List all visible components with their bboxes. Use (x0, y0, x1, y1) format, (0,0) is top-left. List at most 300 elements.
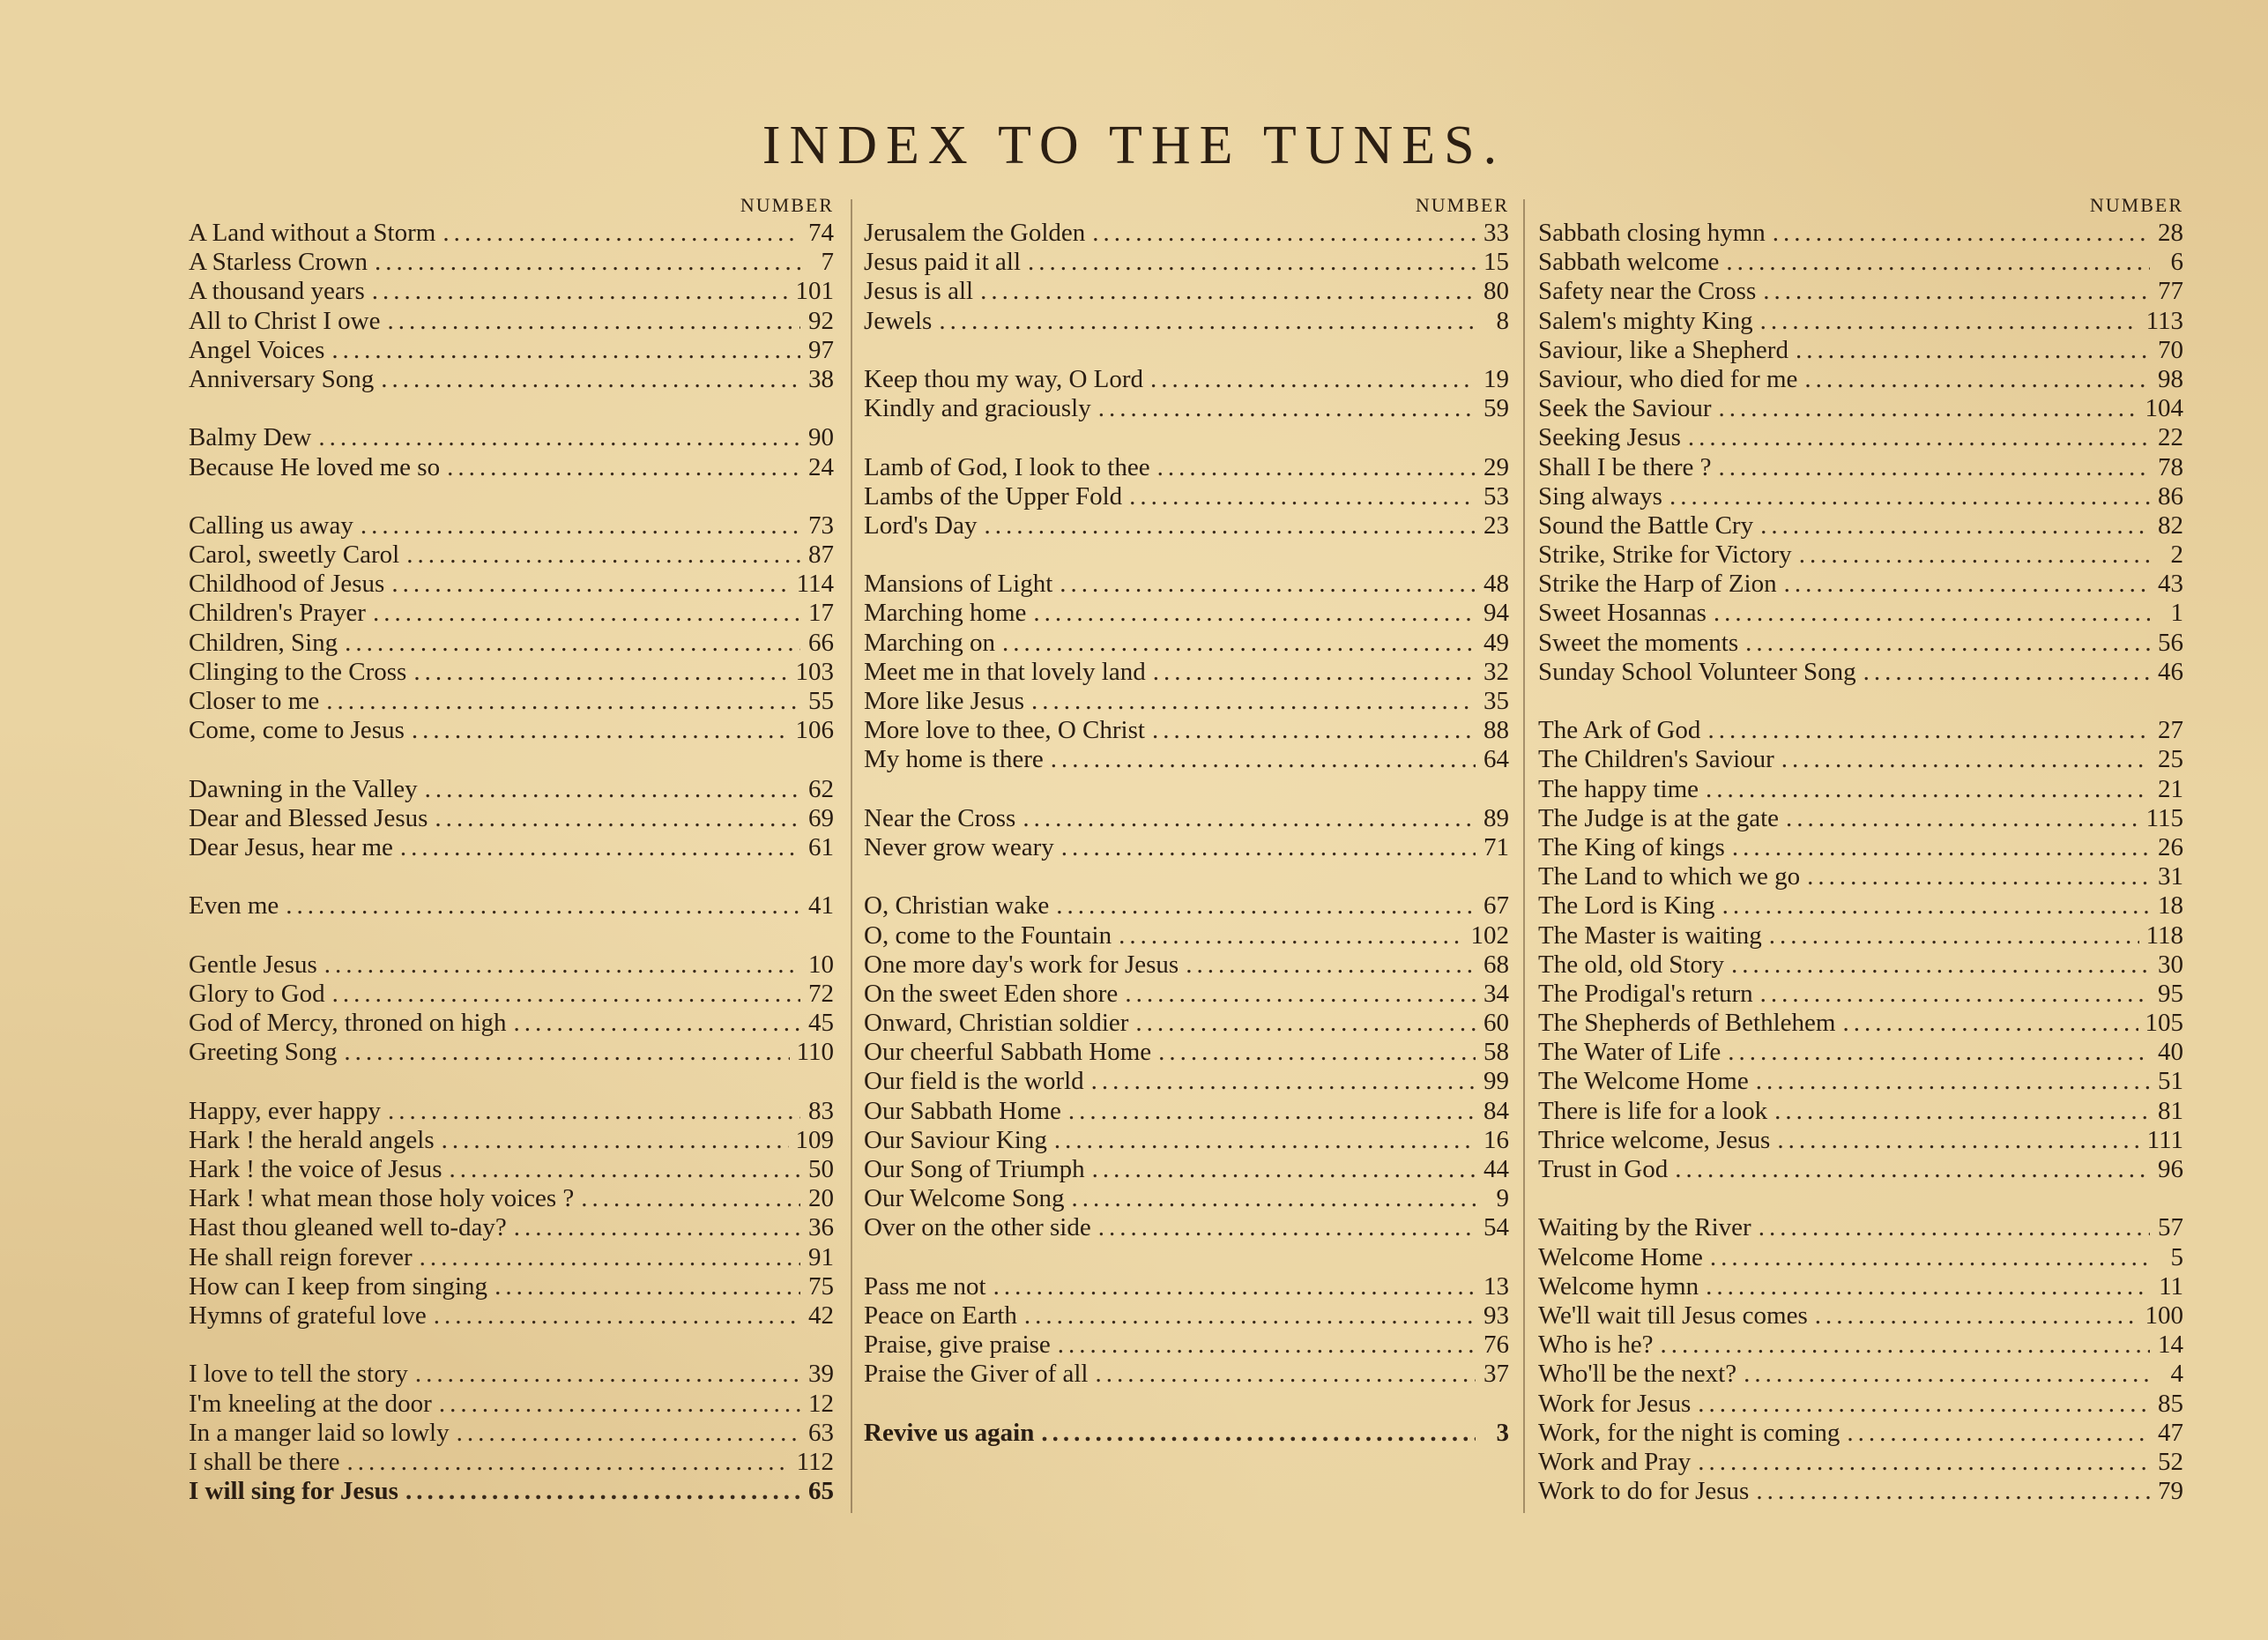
group-spacer (864, 775, 1509, 804)
tune-entry (189, 1243, 834, 1272)
tune-title: Balmy Dew (189, 423, 312, 452)
dot-leader (1058, 1331, 1476, 1360)
tune-number: 66 (808, 628, 834, 657)
tune-number: 38 (808, 364, 834, 393)
tune-number: 69 (808, 803, 834, 832)
dot-leader (412, 716, 789, 745)
tune-number: 105 (2145, 1009, 2183, 1038)
dot-leader (1799, 540, 2150, 570)
tune-title: The King of kings (1538, 832, 1725, 861)
dot-leader (1028, 248, 1476, 277)
dot-leader (1054, 1126, 1476, 1155)
tune-number: 99 (1483, 1067, 1509, 1096)
dot-leader (1707, 716, 2150, 745)
tune-title: God of Mercy, throned on high (189, 1009, 507, 1038)
tune-entry (189, 687, 834, 716)
tune-entry (1538, 862, 2183, 891)
tune-number: 100 (2145, 1301, 2183, 1330)
dot-leader (372, 277, 789, 306)
group-spacer (189, 1331, 834, 1360)
tune-number: 28 (2158, 219, 2183, 247)
tune-number: 43 (2158, 570, 2183, 599)
tune-entry (189, 336, 834, 365)
tune-title: Hast thou gleaned well to-day? (189, 1213, 507, 1242)
dot-leader (439, 1390, 800, 1419)
dot-leader (1763, 277, 2150, 306)
tune-number: 23 (1483, 511, 1509, 540)
tune-entry (1538, 219, 2183, 248)
tune-entry (864, 365, 1509, 394)
tune-title: Kindly and graciously (864, 394, 1091, 423)
tune-number: 50 (808, 1155, 834, 1183)
tune-number: 91 (808, 1242, 834, 1271)
dot-leader (375, 248, 800, 277)
tune-entry (864, 248, 1509, 277)
tune-title: Sweet Hosannas (1538, 599, 1707, 628)
entry-list (1538, 219, 2183, 1506)
tune-title: Lamb of God, I look to thee (864, 452, 1150, 481)
tune-number: 56 (2158, 628, 2183, 657)
dot-leader (1698, 1390, 2150, 1419)
tune-number: 115 (2145, 803, 2183, 832)
dot-leader (1150, 365, 1476, 394)
tune-number: 12 (808, 1389, 834, 1418)
tune-entry (1538, 1155, 2183, 1184)
tune-number: 74 (808, 219, 834, 247)
tune-entry (189, 307, 834, 336)
tune-entry (1538, 1477, 2183, 1506)
tune-entry (864, 1097, 1509, 1126)
dot-leader (1186, 950, 1476, 980)
tune-title: Welcome Home (1538, 1242, 1703, 1271)
tune-title: Our Welcome Song (864, 1184, 1065, 1213)
tune-number: 93 (1483, 1301, 1509, 1330)
tune-entry (1538, 891, 2183, 921)
tune-title: Saviour, like a Shepherd (1538, 335, 1788, 364)
tune-number: 25 (2158, 745, 2183, 774)
tune-number: 110 (796, 1038, 834, 1067)
tune-number: 53 (1483, 481, 1509, 511)
tune-title: The Master is waiting (1538, 921, 1762, 950)
tune-title: I love to tell the story (189, 1360, 408, 1389)
tune-entry (189, 833, 834, 862)
tune-title: The Children's Saviour (1538, 745, 1774, 774)
tune-title: Revive us again (864, 1418, 1035, 1447)
tune-number: 10 (808, 950, 834, 979)
tune-number: 33 (1483, 219, 1509, 247)
dot-leader (1710, 1243, 2150, 1272)
tune-number: 22 (2158, 423, 2183, 452)
tune-number: 48 (1483, 570, 1509, 599)
tune-number: 2 (2170, 540, 2183, 570)
tune-number: 92 (808, 306, 834, 335)
tune-title: Lambs of the Upper Fold (864, 481, 1123, 511)
tune-number: 63 (808, 1418, 834, 1447)
tune-title: Meet me in that lovely land (864, 657, 1146, 686)
tune-number: 39 (808, 1360, 834, 1389)
tune-number: 18 (2158, 891, 2183, 921)
tune-entry (1538, 599, 2183, 628)
group-spacer (189, 394, 834, 423)
tune-title: Marching home (864, 599, 1027, 628)
tune-entry (1538, 248, 2183, 277)
dot-leader (1732, 833, 2150, 862)
dot-leader (344, 1038, 789, 1067)
tune-title: Our Song of Triumph (864, 1155, 1085, 1183)
dot-leader (425, 775, 800, 804)
tune-title: We'll wait till Jesus comes (1538, 1301, 1808, 1330)
tune-number: 114 (796, 570, 834, 599)
tune-entry (189, 277, 834, 306)
tune-entry (864, 1360, 1509, 1389)
tune-number: 70 (2158, 335, 2183, 364)
tune-number: 113 (2145, 306, 2183, 335)
tune-title: Hark ! the herald angels (189, 1125, 435, 1154)
tune-number: 77 (2158, 277, 2183, 306)
tune-title: Over on the other side (864, 1213, 1091, 1242)
tune-title: Our Saviour King (864, 1125, 1047, 1154)
tune-entry (189, 804, 834, 833)
tune-title: Jesus paid it all (864, 248, 1022, 277)
tune-number: 42 (808, 1301, 834, 1330)
dot-leader (406, 540, 800, 570)
dot-leader (1002, 629, 1476, 658)
tune-number: 16 (1483, 1125, 1509, 1154)
dot-leader (450, 1155, 801, 1184)
tune-number: 57 (2158, 1213, 2183, 1242)
tune-number: 1 (2170, 599, 2183, 628)
tune-entry (189, 570, 834, 599)
tune-title: Near the Cross (864, 803, 1016, 832)
tune-title: A thousand years (189, 277, 365, 306)
tune-number: 64 (1483, 745, 1509, 774)
tune-entry (1538, 1126, 2183, 1155)
tune-number: 13 (1483, 1271, 1509, 1301)
dot-leader (1773, 219, 2150, 248)
tune-number: 62 (808, 774, 834, 803)
tune-number: 54 (1483, 1213, 1509, 1242)
tune-title: Peace on Earth (864, 1301, 1017, 1330)
tune-title: Praise, give praise (864, 1331, 1051, 1360)
tune-title: Sound the Battle Cry (1538, 511, 1754, 540)
tune-number: 6 (2170, 248, 2183, 277)
tune-title: Hark ! the voice of Jesus (189, 1155, 442, 1183)
tune-title: Happy, ever happy (189, 1096, 381, 1125)
tune-entry (1538, 716, 2183, 745)
tune-entry (864, 1213, 1509, 1242)
dot-leader (1744, 1360, 2150, 1389)
tune-number: 111 (2146, 1125, 2183, 1154)
tune-number: 85 (2158, 1389, 2183, 1418)
tune-entry (189, 1213, 834, 1242)
tune-entry (1538, 423, 2183, 452)
tune-number: 59 (1483, 394, 1509, 423)
tune-number: 11 (2159, 1271, 2183, 1301)
dot-leader (1135, 1009, 1476, 1038)
tune-number: 102 (1470, 921, 1509, 950)
tune-title: One more day's work for Jesus (864, 950, 1179, 979)
tune-title: Dawning in the Valley (189, 774, 418, 803)
tune-title: O, Christian wake (864, 891, 1050, 921)
tune-title: Who'll be the next? (1538, 1360, 1737, 1389)
tune-entry (189, 1126, 834, 1155)
tune-number: 26 (2158, 832, 2183, 861)
dot-leader (1769, 921, 2139, 950)
tune-entry (189, 248, 834, 277)
dot-leader (1060, 570, 1476, 599)
tune-entry (864, 1301, 1509, 1331)
dot-leader (1675, 1155, 2150, 1184)
dot-leader (1756, 1067, 2150, 1096)
dot-leader (1807, 862, 2150, 891)
tune-number: 4 (2170, 1360, 2183, 1389)
tune-entry (864, 482, 1509, 511)
tune-entry (189, 453, 834, 482)
tune-entry (1538, 307, 2183, 336)
tune-title: A Starless Crown (189, 248, 368, 277)
tune-number: 45 (808, 1009, 834, 1038)
tune-entry (189, 1448, 834, 1477)
tune-number: 98 (2158, 364, 2183, 393)
tune-entry (864, 453, 1509, 482)
column-divider (851, 199, 852, 1513)
tune-number: 67 (1483, 891, 1509, 921)
tune-title: Angel Voices (189, 335, 325, 364)
dot-leader (331, 336, 800, 365)
tune-number: 24 (808, 452, 834, 481)
dot-leader (405, 1477, 800, 1506)
tune-title: He shall reign forever (189, 1242, 413, 1271)
tune-title: All to Christ I owe (189, 306, 381, 335)
tune-title: Work for Jesus (1538, 1389, 1692, 1418)
dot-leader (1033, 599, 1476, 628)
group-spacer (189, 921, 834, 950)
dot-leader (332, 980, 800, 1009)
tune-title: Shall I be there ? (1538, 452, 1712, 481)
tune-entry (1538, 921, 2183, 950)
tune-number: 9 (1496, 1184, 1509, 1213)
tune-title: More love to thee, O Christ (864, 716, 1145, 745)
tune-title: In a manger laid so lowly (189, 1418, 450, 1447)
tune-title: Pass me not (864, 1271, 986, 1301)
tune-number: 75 (808, 1271, 834, 1301)
tune-number: 112 (796, 1447, 834, 1476)
dot-leader (1152, 716, 1476, 745)
tune-title: Sweet the moments (1538, 628, 1739, 657)
dot-leader (1774, 1097, 2150, 1126)
group-spacer (1538, 1184, 2183, 1213)
tune-entry (864, 1067, 1509, 1096)
tune-title: The Land to which we go (1538, 862, 1801, 891)
tune-entry (1538, 570, 2183, 599)
tune-number: 58 (1483, 1038, 1509, 1067)
group-spacer (189, 862, 834, 891)
dot-leader (1068, 1097, 1476, 1126)
tune-entry (864, 804, 1509, 833)
tune-number: 94 (1483, 599, 1509, 628)
tune-entry (864, 1272, 1509, 1301)
dot-leader (1722, 891, 2150, 921)
tune-title: Praise the Giver of all (864, 1360, 1089, 1389)
tune-title: Clinging to the Cross (189, 657, 407, 686)
dot-leader (381, 365, 800, 394)
tune-title: Strike the Harp of Zion (1538, 570, 1777, 599)
tune-entry (864, 891, 1509, 921)
tune-title: Seeking Jesus (1538, 423, 1681, 452)
tune-entry (864, 219, 1509, 248)
tune-number: 81 (2158, 1096, 2183, 1125)
dot-leader (1728, 1038, 2150, 1067)
dot-leader (345, 629, 800, 658)
index-column-3 (1538, 194, 2183, 1506)
tune-entry (1538, 1213, 2183, 1242)
tune-title: The Ark of God (1538, 716, 1701, 745)
tune-entry (1538, 804, 2183, 833)
dot-leader (1091, 1067, 1476, 1096)
tune-title: Never grow weary (864, 832, 1054, 861)
tune-entry (1538, 1272, 2183, 1301)
tune-number: 30 (2158, 950, 2183, 979)
dot-leader (415, 1360, 800, 1389)
tune-entry (189, 629, 834, 658)
tune-entry (189, 658, 834, 687)
tune-title: Salem's mighty King (1538, 306, 1753, 335)
dot-leader (413, 658, 788, 687)
tune-entry (189, 1301, 834, 1331)
tune-number: 109 (795, 1125, 834, 1154)
tune-entry (1538, 1067, 2183, 1096)
tune-number: 88 (1483, 716, 1509, 745)
dot-leader (1095, 1360, 1476, 1389)
tune-number: 96 (2158, 1155, 2183, 1183)
dot-leader (1718, 453, 2150, 482)
dot-leader (388, 307, 801, 336)
dot-leader (1706, 1272, 2150, 1301)
dot-leader (442, 1126, 789, 1155)
dot-leader (400, 833, 800, 862)
tune-number: 86 (2158, 481, 2183, 511)
tune-number: 76 (1483, 1331, 1509, 1360)
tune-title: The Lord is King (1538, 891, 1715, 921)
dot-leader (447, 453, 800, 482)
dot-leader (347, 1448, 790, 1477)
dot-leader (984, 511, 1476, 540)
dot-leader (581, 1184, 800, 1213)
tune-title: Jewels (864, 306, 933, 335)
tune-number: 82 (2158, 511, 2183, 540)
tune-number: 83 (808, 1096, 834, 1125)
tune-entry (864, 921, 1509, 950)
tune-entry (1538, 482, 2183, 511)
number-column-header: NUMBER (740, 194, 834, 216)
tune-entry (864, 687, 1509, 716)
dot-leader (1760, 980, 2150, 1009)
tune-title: Sabbath closing hymn (1538, 219, 1766, 247)
dot-leader (1024, 1301, 1476, 1331)
tune-entry (864, 394, 1509, 423)
tune-title: Who is he? (1538, 1331, 1654, 1360)
tune-entry (189, 950, 834, 980)
tune-number: 19 (1483, 364, 1509, 393)
tune-title: Onward, Christian soldier (864, 1009, 1129, 1038)
tune-title: Children's Prayer (189, 599, 366, 628)
tune-title: I shall be there (189, 1447, 340, 1476)
tune-title: Come, come to Jesus (189, 716, 405, 745)
tune-entry (1538, 453, 2183, 482)
tune-entry (864, 1184, 1509, 1213)
tune-entry (1538, 336, 2183, 365)
dot-leader (1759, 1213, 2150, 1242)
tune-title: I'm kneeling at the door (189, 1389, 432, 1418)
group-spacer (864, 336, 1509, 365)
tune-title: Jerusalem the Golden (864, 219, 1086, 247)
tune-entry (189, 1419, 834, 1448)
tune-title: Keep thou my way, O Lord (864, 364, 1144, 393)
dot-leader (391, 570, 789, 599)
tune-number: 90 (808, 423, 834, 452)
number-column-header: NUMBER (1415, 194, 1509, 216)
tune-entry (189, 219, 834, 248)
tune-entry (189, 423, 834, 452)
tune-number: 36 (808, 1213, 834, 1242)
tune-entry (189, 1184, 834, 1213)
tune-number: 118 (2145, 921, 2183, 950)
tune-number: 35 (1483, 687, 1509, 715)
tune-entry (864, 980, 1509, 1009)
tune-entry (189, 1477, 834, 1506)
dot-leader (1056, 891, 1476, 921)
tune-entry (1538, 775, 2183, 804)
tune-title: Gentle Jesus (189, 950, 317, 979)
tune-title: Work, for the night is coming (1538, 1418, 1840, 1447)
tune-number: 52 (2158, 1447, 2183, 1476)
dot-leader (318, 423, 800, 452)
tune-number: 61 (808, 832, 834, 861)
tune-number: 89 (1483, 803, 1509, 832)
tune-number: 15 (1483, 248, 1509, 277)
tune-entry (189, 1360, 834, 1389)
dot-leader (1760, 511, 2150, 540)
tune-entry (864, 1009, 1509, 1038)
tune-title: Sing always (1538, 481, 1662, 511)
dot-leader (1031, 687, 1476, 716)
tune-title: Our Sabbath Home (864, 1096, 1061, 1125)
tune-entry (1538, 1331, 2183, 1360)
dot-leader (1092, 1155, 1476, 1184)
dot-leader (286, 891, 800, 921)
tune-entry (1538, 1448, 2183, 1477)
tune-number: 3 (1496, 1418, 1509, 1447)
dot-leader (1714, 599, 2150, 628)
tune-title: Seek the Saviour (1538, 394, 1712, 423)
tune-number: 87 (808, 540, 834, 570)
dot-leader (1153, 658, 1476, 687)
dot-leader (1071, 1184, 1476, 1213)
tune-entry (864, 511, 1509, 540)
tune-number: 97 (808, 335, 834, 364)
tune-title: The Water of Life (1538, 1038, 1721, 1067)
tune-title: Greeting Song (189, 1038, 338, 1067)
tune-title: Safety near the Cross (1538, 277, 1757, 306)
tune-entry (189, 540, 834, 570)
number-column-header: NUMBER (2089, 194, 2183, 216)
dot-leader (435, 804, 800, 833)
tune-number: 34 (1483, 979, 1509, 1008)
tune-entry (1538, 1419, 2183, 1448)
page-title: INDEX TO THE TUNES. (762, 116, 1506, 175)
dot-leader (514, 1213, 800, 1242)
entry-list (189, 219, 834, 1506)
